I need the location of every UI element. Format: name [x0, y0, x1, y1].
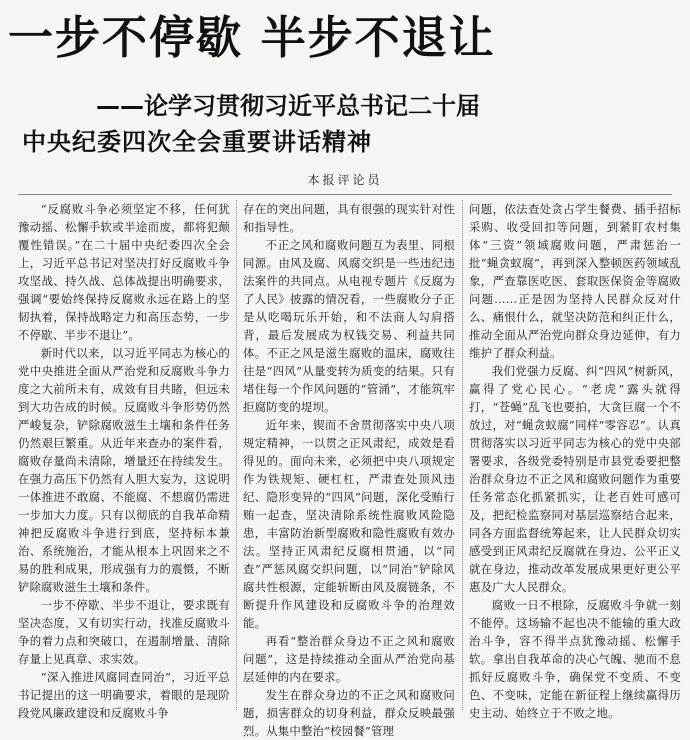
column-divider [462, 200, 463, 710]
headline: 一步不停歇 半步不退让 [8, 11, 496, 64]
article-column-1 [18, 200, 230, 720]
paragraph: 存在的突出问题，具有很强的现实针对性和指导性。 [243, 202, 455, 234]
paragraph: 一步不停歇、半步不退让，要求既有坚决态度，又有切实行动，找准反腐败斗争的着力点和突破口，在遏制增量、清除存量上见真章、求实效。 [18, 598, 230, 666]
paragraph: 再看“整治群众身边不正之风和腐败问题”，这是持续推动全面从严治党向基层延伸的内在要求。 [243, 634, 455, 684]
paragraph: 发生在群众身边的不正之风和腐败问题，损害群众的切身利益，群众反映最强烈。从集中整治“校园餐”管理 [243, 688, 455, 738]
article-column-3 [469, 200, 681, 720]
paragraph: 近年来，锲而不舍贯彻落实中央八项规定精神，一以贯之正风肃纪，成效是看得见的。面向未来，必须把中央八项规定作为铁规矩、硬杠杠，严肃查处顶风违纪、隐形变异的“四风”问题，深化受贿行贿一起查，坚决清除系统性腐败风险隐患，丰富防治新型腐败和隐性腐败有效办法。坚持正风肃纪反腐相贯通，以“同查”严惩风腐交织问题，以“同治”铲除风腐共性根源，定能斩断由风及腐链条，不断提升作风建设和反腐败斗争的治理效能。 [243, 418, 455, 630]
subtitle-line-2: 中央纪委四次全会重要讲话精神 [22, 128, 372, 156]
paragraph: 我们党强力反腐、纠“四风”树新风，赢得了党心民心。“老虎”露头就得打，“苍蝇”乱飞也要拍，大贪巨腐一个不放过，对“蝇贪蚁腐”同样“零容忍”。认真贯彻落实以习近平同志为核心的党中央部署要求，各级党委特别是市县党委要把整治群众身边不正之风和腐败问题作为重要任务常态化抓紧抓实，让老百姓可感可及，把纪检监察同对基层巡察结合起来，同各方面监督统筹起来，让人民群众切实感受到正风肃纪反腐就在身边、公平正义就在身边，推动改革发展成果更好更公平惠及广大人民群众。 [469, 364, 681, 594]
header-divider [18, 194, 672, 195]
paragraph: 新时代以来，以习近平同志为核心的党中央推进全面从严治党和反腐败斗争力度之大前所未有，成效有目共睹，但远未到大功告成的时候。反腐败斗争形势仍然严峻复杂，铲除腐败滋生土壤和条件任务仍然艰巨繁重。从近年来查办的案件看，腐败存量尚未清除，增量还在持续发生。在强力高压下仍然有人胆大妄为，这说明一体推进不敢腐、不能腐、不想腐仍需进一步加大力度。只有以彻底的自我革命精神把反腐败斗争进行到底，坚持标本兼治、系统施治，才能从根本上巩固来之不易的胜利成果，形成强有力的震慑，不断铲除腐败滋生土壤和条件。 [18, 346, 230, 594]
column-divider [236, 200, 237, 710]
paragraph: 问题，依法查处贪占学生餐费、插手招标采购、收受回扣等问题，到紧盯农村集体“三资”领域腐败问题，严肃惩治一批“蝇贪蚁腐”，再到深入整顿医药领域乱象，严查靠医吃医、套取医保资金等腐败问题……正是因为坚持人民群众反对什么、痛恨什么，就坚决防范和纠正什么，推动全面从严治党向群众身边延伸，有力维护了群众利益。 [469, 202, 681, 360]
article-column-2 [243, 200, 455, 738]
paragraph: 不正之风和腐败问题互为表里、同根同源。由风及腐、风腐交织是一些违纪违法案件的共同点。从电视专题片《反腐为了人民》披露的情况看，一些腐败分子正是从吃喝玩乐开始，和不法商人勾肩搭背，最后发展成为权钱交易、利益共同体。不正之风是滋生腐败的温床，腐败往往是“四风”从量变转为质变的结果。只有堵住每一个作风问题的“管涌”，才能筑牢拒腐防变的堤坝。 [243, 238, 455, 414]
paragraph: 腐败一日不根除，反腐败斗争就一刻不能停。这场输不起也决不能输的重大政治斗争，容不得半点犹豫动摇、松懈手软。拿出自我革命的决心气魄、驰而不息抓好反腐败斗争，确保党不变质、不变色、不变味，定能在新征程上继续赢得历史主动、始终立于不败之地。 [469, 598, 681, 720]
subtitle-line-1: ——论学习贯彻习近平总书记二十届 [96, 92, 480, 120]
paragraph: “反腐败斗争必须坚定不移，任何犹豫动摇、松懈手软或半途而废，都将犯颠覆性错误。”在二十届中央纪委四次全会上，习近平总书记对坚决打好反腐败斗争攻坚战、持久战、总体战提出明确要求，强调“要始终保持反腐败永远在路上的坚韧执着，保持战略定力和高压态势，一步不停歇、半步不退让”。 [18, 202, 230, 342]
paragraph: “深入推进风腐同查同治”，习近平总书记提出的这一明确要求，着眼的是现阶段党风廉政建设和反腐败斗争 [18, 670, 230, 720]
byline: 本报评论员 [307, 173, 383, 187]
